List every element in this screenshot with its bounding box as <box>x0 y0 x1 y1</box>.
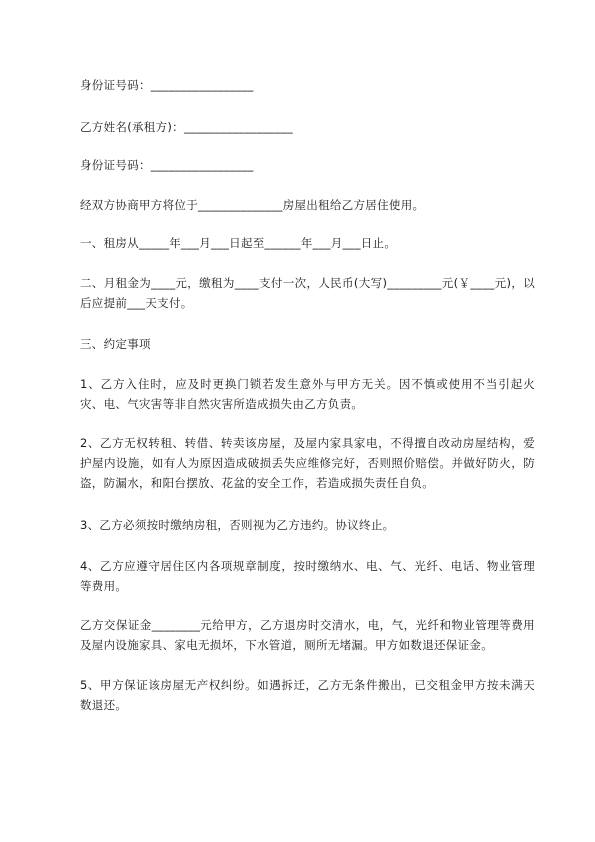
deposit-clause: 乙方交保证金________元给甲方，乙方退房时交清水，电，气，光纤和物业管理等费用及屋内设施家具、家电无损坏，下水管道，厕所无堵漏。甲方如数退还保证金。 <box>80 618 535 652</box>
rent-clause: 二、月租金为____元，缴租为____支付一次，人民币(大写)_________元(￥____元)，以后应提前___天支付。 <box>80 276 535 310</box>
id-number-line-2: 身份证号码：_________________ <box>80 158 254 172</box>
term-1: 1、乙方入住时，应及时更换门锁若发生意外与甲方无关。因不慎或使用不当引起火灾、电、气灾害等非自然灾害所造成损失由乙方负责。 <box>80 377 535 411</box>
lease-term-clause: 一、租房从_____年___月___日起至______年___月___日止。 <box>80 236 397 250</box>
term-2: 2、乙方无权转租、转借、转卖该房屋，及屋内家具家电，不得擅自改动房屋结构，爱护屋内设施，如有人为原因造成破损丢失应维修完好，否则照价赔偿。并做好防火，防盗，防漏水，和阳台摆放、花盆的安全工作，若造成损失责任自负。 <box>80 436 535 490</box>
property-location-clause: 经双方协商甲方将位于______________房屋出租给乙方居住使用。 <box>80 198 425 212</box>
id-number-line-1: 身份证号码：_________________ <box>80 78 254 92</box>
term-4: 4、乙方应遵守居住区内各项规章制度，按时缴纳水、电、气、光纤、电话、物业管理等费用。 <box>80 559 535 593</box>
term-5: 5、甲方保证该房屋无产权纠纷。如遇拆迁，乙方无条件搬出，已交租金甲方按未满天数退还。 <box>80 678 535 712</box>
tenant-name-line: 乙方姓名(承租方)：__________________ <box>80 120 293 134</box>
section-heading-terms: 三、约定事项 <box>80 337 151 351</box>
term-3: 3、乙方必须按时缴纳房租，否则视为乙方违约。协议终止。 <box>80 518 395 532</box>
